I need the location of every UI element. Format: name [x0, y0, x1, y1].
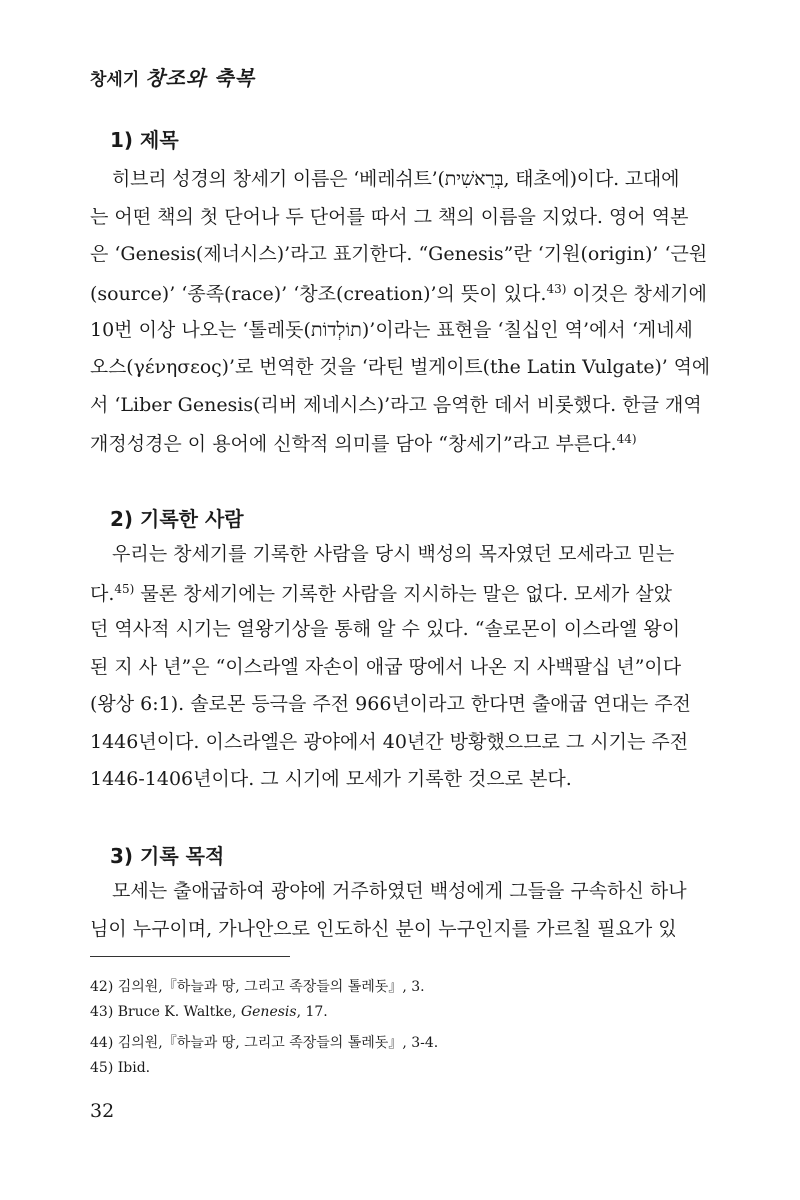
section2-line-5: (왕상 6:1). 솔로몬 등극을 주전 966년이라고 한다면 출애굽 연대는 주전	[90, 693, 691, 715]
section1-line-4-text: (source)’ ‘종족(race)’ ‘창조(creation)’의 뜻이 있다.	[90, 283, 547, 305]
section-heading-purpose: 3) 기록 목적	[110, 844, 225, 868]
section2-line-7: 1446-1406년이다. 그 시기에 모세가 기록한 것으로 본다.	[90, 768, 572, 790]
section1-line-4-tail: 이것은 창세기에	[566, 283, 707, 305]
section1-line-8	[90, 433, 637, 454]
page-number: 32	[90, 1100, 115, 1122]
footnote-43-tail: , 17.	[296, 1004, 328, 1020]
section2-line-3: 던 역사적 시기는 열왕기상을 통해 알 수 있다. “솔로몬이 이스라엘 왕이	[90, 618, 681, 640]
section1-line-1: 히브리 성경의 창세기 이름은 ‘베레쉬트’(בְּרֵאשִׁית, 태초에)이다. 고대에	[112, 168, 680, 190]
footnote-43-text: 43) Bruce K. Waltke,	[90, 1004, 241, 1020]
running-head	[90, 62, 255, 91]
section-heading-author: 2) 기록한 사람	[110, 507, 244, 531]
footnote-divider	[90, 956, 290, 957]
section1-line-6: 오스(γένησεος)’로 번역한 것을 ‘라틴 벌게이트(the Latin Vulgate)’ 역에	[90, 356, 711, 378]
footnote-42: 42) 김의원,『하늘과 땅, 그리고 족장들의 톨레돗』, 3.	[90, 979, 425, 995]
footnote-ref-44: 44)	[616, 432, 637, 446]
running-head-subtitle: 창조와 축복	[145, 66, 255, 90]
section1-line-8-text: 개정성경은 이 용어에 신학적 의미를 담아 “창세기”라고 부른다.	[90, 433, 617, 455]
running-head-book: 창세기	[90, 70, 140, 90]
section1-line-2: 는 어떤 책의 첫 단어나 두 단어를 따서 그 책의 이름을 지었다. 영어 역본	[90, 206, 689, 228]
section1-line-5: 10번 이상 나오는 ‘톨레돗(תוֹלְדוֹת)’이라는 표현을 ‘칠십인 역’에서 ‘게네세	[90, 319, 693, 341]
footnote-ref-45: 45)	[114, 582, 135, 596]
section2-line-6: 1446년이다. 이스라엘은 광야에서 40년간 방황했으므로 그 시기는 주전	[90, 731, 689, 753]
section3-line-2: 님이 누구이며, 가나안으로 인도하신 분이 누구인지를 가르칠 필요가 있	[90, 918, 677, 940]
section2-line-2-text: 다.	[90, 583, 115, 605]
footnote-ref-43: 43)	[546, 282, 567, 296]
section1-line-7: 서 ‘Liber Genesis(리버 제네시스)’라고 음역한 데서 비롯했다. 한글 개역	[90, 394, 702, 416]
section-heading-title: 1) 제목	[110, 128, 179, 152]
section2-line-2-tail: 물론 창세기에는 기록한 사람을 지시하는 말은 없다. 모세가 살았	[134, 583, 672, 605]
section2-line-1: 우리는 창세기를 기록한 사람을 당시 백성의 목자였던 모세라고 믿는	[112, 543, 675, 565]
footnote-44: 44) 김의원,『하늘과 땅, 그리고 족장들의 톨레돗』, 3-4.	[90, 1035, 439, 1051]
section2-line-4: 된 지 사 년”은 “이스라엘 자손이 애굽 땅에서 나온 지 사백팔십 년”이다	[90, 656, 682, 678]
footnote-45: 45) Ibid.	[90, 1060, 151, 1076]
section3-line-1: 모세는 출애굽하여 광야에 거주하였던 백성에게 그들을 구속하신 하나	[112, 880, 687, 902]
section1-line-4	[90, 283, 707, 304]
footnote-43-title: Genesis	[240, 1004, 297, 1020]
footnote-43	[90, 1004, 328, 1020]
section2-line-2	[90, 583, 672, 604]
section1-line-3: 은 ‘Genesis(제너시스)’라고 표기한다. “Genesis”란 ‘기원(origin)’ ‘근원	[90, 243, 708, 265]
